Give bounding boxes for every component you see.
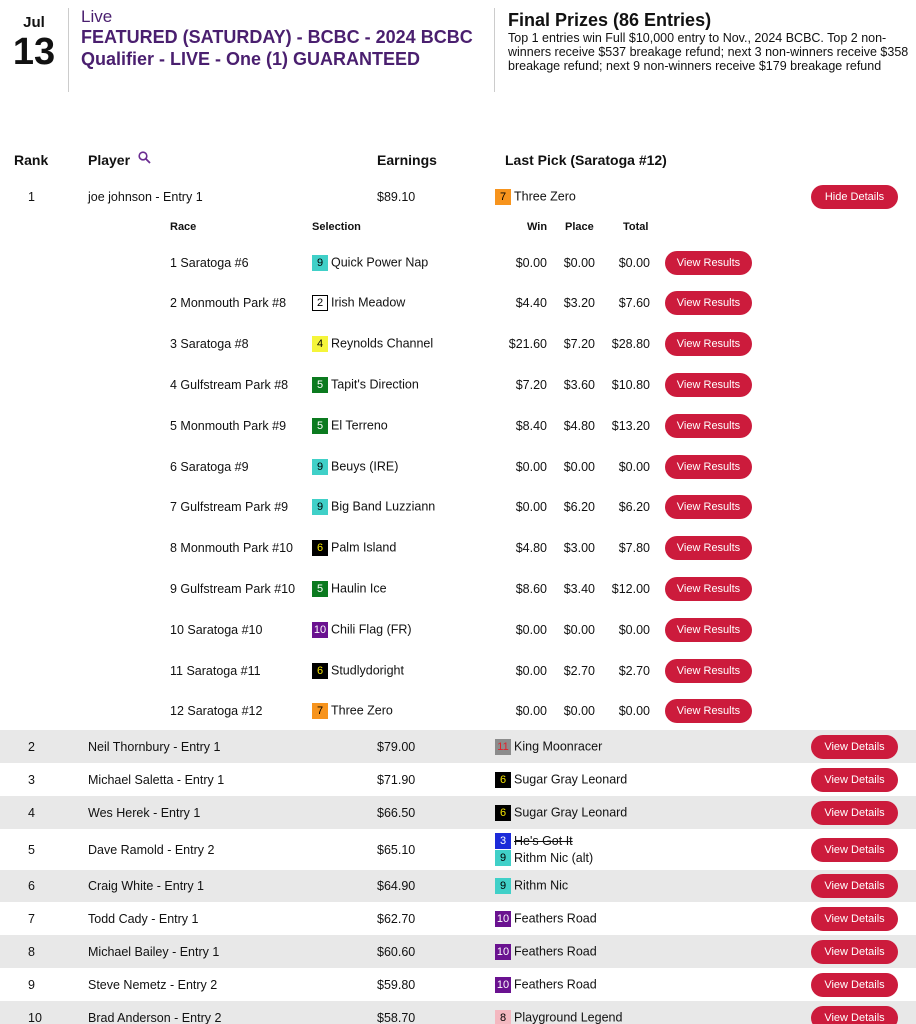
race-row [0, 242, 916, 283]
place-amount: $2.70 [563, 663, 595, 678]
leaderboard-row[interactable] [0, 968, 916, 1001]
player-name: Todd Cady - Entry 1 [88, 911, 199, 926]
horse-name: Irish Meadow [331, 295, 406, 310]
rank: 10 [28, 1010, 42, 1024]
player-name: Michael Bailey - Entry 1 [88, 944, 220, 959]
column-header-earnings: Earnings [377, 152, 437, 168]
selection [312, 540, 396, 556]
tournament-name: FEATURED (SATURDAY) - BCBC - 2024 BCBC Qualifier - LIVE - One (1) GUARANTEED [81, 27, 473, 69]
player-name: Dave Ramold - Entry 2 [88, 842, 215, 857]
leaderboard-row[interactable] [0, 730, 916, 763]
view-results-button[interactable]: View Results [665, 251, 752, 275]
selection [312, 499, 435, 515]
race-name: 7 Gulfstream Park #9 [170, 500, 289, 515]
last-pick [495, 1010, 622, 1024]
selection [312, 295, 405, 311]
column-header-player [88, 152, 151, 168]
selection [312, 459, 398, 475]
horse-name: Chili Flag (FR) [331, 621, 412, 636]
race-row [0, 283, 916, 324]
race-row [0, 446, 916, 487]
horse-name: Sugar Gray Leonard [514, 804, 628, 819]
race-row [0, 405, 916, 446]
race-row [0, 528, 916, 569]
total-amount: $0.00 [618, 704, 650, 719]
race-row [0, 364, 916, 405]
page-header [0, 0, 916, 110]
details-header-selection: Selection [312, 221, 361, 233]
total-amount: $28.80 [611, 337, 650, 352]
leaderboard-row[interactable] [0, 902, 916, 935]
total-amount: $7.60 [618, 296, 650, 311]
last-pick [495, 911, 597, 927]
leaderboard-row[interactable] [0, 935, 916, 968]
selection [312, 622, 412, 638]
place-amount: $3.40 [563, 581, 595, 596]
pick-line [495, 944, 597, 960]
view-details-button[interactable]: View Details [811, 768, 898, 792]
place-amount: $6.20 [563, 500, 595, 515]
last-pick [495, 739, 602, 755]
total-amount: $0.00 [618, 255, 650, 270]
earnings: $62.70 [377, 911, 416, 926]
horse-name: Haulin Ice [331, 581, 387, 596]
post-position-badge: 2 [312, 295, 328, 311]
total-amount: $0.00 [618, 459, 650, 474]
view-results-button[interactable]: View Results [665, 659, 752, 683]
race-row [0, 324, 916, 365]
view-details-button[interactable]: View Details [811, 907, 898, 931]
post-position-badge: 6 [495, 805, 511, 821]
place-amount: $0.00 [563, 622, 595, 637]
column-header-rank: Rank [14, 152, 49, 168]
last-pick [495, 189, 576, 205]
column-header-player-label: Player [88, 152, 131, 168]
view-details-button[interactable]: View Details [811, 801, 898, 825]
win-amount: $0.00 [515, 500, 547, 515]
post-position-badge: 9 [495, 878, 511, 894]
horse-name: King Moonracer [514, 738, 603, 753]
player-name: Steve Nemetz - Entry 2 [88, 977, 218, 992]
player-name: Neil Thornbury - Entry 1 [88, 739, 221, 754]
selection [312, 336, 433, 352]
leaderboard-row[interactable] [0, 763, 916, 796]
prizes-title: Final Prizes (86 Entries) [508, 10, 712, 30]
details-header [0, 216, 916, 238]
win-amount: $7.20 [515, 377, 547, 392]
post-position-badge: 7 [495, 189, 511, 205]
leaderboard-row[interactable] [0, 870, 916, 902]
selection [312, 703, 393, 719]
horse-name: Studlydoright [331, 662, 404, 677]
post-position-badge: 8 [495, 1010, 511, 1024]
win-amount: $0.00 [515, 622, 547, 637]
leaderboard-row[interactable] [0, 829, 916, 870]
pick-line [495, 878, 568, 894]
total-amount: $6.20 [618, 500, 650, 515]
view-details-button[interactable]: View Details [811, 1006, 898, 1024]
race-name: 4 Gulfstream Park #8 [170, 377, 289, 392]
selection [312, 581, 387, 597]
horse-name: Feathers Road [514, 943, 597, 958]
view-details-button[interactable]: View Details [811, 874, 898, 898]
horse-name: Big Band Luzziann [331, 499, 436, 514]
race-row [0, 609, 916, 650]
leaderboard-row[interactable] [0, 1001, 916, 1024]
pick-line [495, 977, 597, 993]
total-amount: $2.70 [618, 663, 650, 678]
earnings: $59.80 [377, 977, 416, 992]
race-name: 6 Saratoga #9 [170, 459, 249, 474]
pick-line [495, 805, 627, 821]
horse-name: Feathers Road [514, 910, 597, 925]
win-amount: $0.00 [515, 255, 547, 270]
post-position-badge: 3 [495, 833, 511, 849]
rank: 6 [28, 879, 35, 893]
view-results-button[interactable]: View Results [665, 373, 752, 397]
race-name: 9 Gulfstream Park #10 [170, 581, 296, 596]
tournament-title [81, 7, 481, 70]
horse-name: Tapit's Direction [331, 377, 419, 392]
date-day: 13 [12, 31, 56, 73]
place-amount: $7.20 [563, 337, 595, 352]
rank: 5 [28, 842, 35, 857]
last-pick [495, 977, 597, 993]
horse-name: Beuys (IRE) [331, 458, 399, 473]
race-name: 2 Monmouth Park #8 [170, 296, 287, 311]
post-position-badge: 5 [312, 418, 328, 434]
tournament-status: Live [81, 7, 113, 26]
player-name: Brad Anderson - Entry 2 [88, 1010, 222, 1024]
post-position-badge: 11 [495, 739, 511, 755]
selection [312, 418, 388, 434]
earnings: $58.70 [377, 1010, 416, 1024]
race-row [0, 487, 916, 528]
post-position-badge: 7 [312, 703, 328, 719]
player-name: Craig White - Entry 1 [88, 879, 205, 893]
horse-name: Feathers Road [514, 976, 597, 991]
place-amount: $0.00 [563, 704, 595, 719]
pick-line [495, 772, 627, 788]
alternate-pick-line [495, 850, 593, 867]
last-pick [495, 772, 627, 788]
last-pick [495, 944, 597, 960]
win-amount: $8.40 [515, 418, 547, 433]
post-position-badge: 5 [312, 581, 328, 597]
view-results-button[interactable]: View Results [665, 414, 752, 438]
details-header-place: Place [565, 221, 594, 233]
post-position-badge: 9 [495, 850, 511, 866]
horse-name: Three Zero [331, 703, 393, 718]
rank: 9 [28, 977, 35, 992]
view-details-button[interactable]: View Details [811, 973, 898, 997]
horse-name: Reynolds Channel [331, 336, 434, 351]
scratched-horse-name: He's Got It [514, 833, 573, 848]
view-results-button[interactable]: View Results [665, 495, 752, 519]
race-name: 8 Monmouth Park #10 [170, 541, 293, 556]
win-amount: $21.60 [508, 337, 547, 352]
column-header-last-pick: Last Pick (Saratoga #12) [505, 152, 667, 168]
selection [312, 663, 404, 679]
post-position-badge: 6 [312, 540, 328, 556]
last-pick [495, 805, 627, 821]
race-name: 12 Saratoga #12 [170, 704, 263, 719]
view-details-button[interactable]: View Details [811, 838, 898, 862]
divider [68, 8, 69, 92]
details-header-race: Race [170, 221, 197, 233]
leaderboard-row[interactable] [0, 796, 916, 829]
race-name: 1 Saratoga #6 [170, 255, 249, 270]
view-results-button[interactable]: View Results [665, 332, 752, 356]
place-amount: $3.60 [563, 377, 595, 392]
race-row [0, 650, 916, 691]
hide-details-button[interactable]: Hide Details [811, 185, 898, 209]
earnings: $66.50 [377, 805, 416, 820]
earnings: $89.10 [377, 190, 416, 204]
pick-line [495, 833, 593, 850]
player-name: joe johnson - Entry 1 [88, 190, 203, 204]
post-position-badge: 5 [312, 377, 328, 393]
race-row [0, 691, 916, 732]
view-results-button[interactable]: View Results [665, 536, 752, 560]
horse-name: Quick Power Nap [331, 254, 429, 269]
selection [312, 377, 419, 393]
rank: 1 [28, 190, 35, 204]
details-header-total: Total [623, 221, 649, 233]
rank: 8 [28, 944, 35, 959]
place-amount: $4.80 [563, 418, 595, 433]
rank: 4 [28, 805, 35, 820]
selection [312, 255, 428, 271]
leaderboard-row[interactable] [0, 182, 916, 212]
rank: 7 [28, 911, 35, 926]
view-results-button[interactable]: View Results [665, 618, 752, 642]
last-pick [495, 878, 568, 894]
player-name: Wes Herek - Entry 1 [88, 805, 201, 820]
alternate-horse-name: Rithm Nic (alt) [514, 850, 594, 865]
horse-name: Rithm Nic [514, 878, 569, 893]
divider [494, 8, 495, 92]
view-details-button[interactable]: View Details [811, 735, 898, 759]
horse-name: Three Zero [514, 189, 576, 204]
prizes-panel [508, 10, 912, 73]
view-details-button[interactable]: View Details [811, 940, 898, 964]
earnings: $79.00 [377, 739, 416, 754]
post-position-badge: 10 [496, 945, 510, 958]
race-name: 3 Saratoga #8 [170, 337, 249, 352]
post-position-badge: 9 [312, 499, 328, 515]
pick-line [495, 911, 597, 927]
last-pick [495, 833, 593, 867]
post-position-badge: 4 [312, 336, 328, 352]
date-month: Jul [23, 14, 45, 31]
earnings: $71.90 [377, 772, 416, 787]
total-amount: $12.00 [611, 581, 650, 596]
total-amount: $0.00 [618, 622, 650, 637]
post-position-badge: 10 [496, 912, 510, 925]
earnings: $65.10 [377, 842, 416, 857]
post-position-badge: 6 [495, 772, 511, 788]
post-position-badge: 10 [496, 978, 510, 991]
horse-name: Sugar Gray Leonard [514, 771, 628, 786]
win-amount: $0.00 [515, 663, 547, 678]
post-position-badge: 9 [312, 255, 328, 271]
view-results-button[interactable]: View Results [665, 291, 752, 315]
prizes-description: Top 1 entries win Full $10,000 entry to Nov., 2024 BCBC. Top 2 non-winners receive $537 breakage refund; next 3 non-winners receive $358 breakage refund; next 9 non-winners receive $179 breakage refund [508, 31, 909, 73]
details-header-win: Win [527, 221, 548, 233]
pick-line [495, 1010, 622, 1024]
rank: 3 [28, 772, 35, 787]
win-amount: $4.80 [515, 541, 547, 556]
post-position-badge: 9 [312, 459, 328, 475]
total-amount: $7.80 [618, 541, 650, 556]
earnings: $64.90 [377, 879, 416, 893]
view-results-button[interactable]: View Results [665, 699, 752, 723]
win-amount: $0.00 [515, 704, 547, 719]
race-name: 11 Saratoga #11 [170, 663, 261, 678]
post-position-badge: 6 [312, 663, 328, 679]
rank: 2 [28, 739, 35, 754]
view-results-button[interactable]: View Results [665, 577, 752, 601]
event-date [10, 14, 58, 71]
total-amount: $10.80 [611, 377, 650, 392]
earnings: $60.60 [377, 944, 416, 959]
place-amount: $3.20 [563, 296, 595, 311]
horse-name: Playground Legend [514, 1009, 623, 1024]
horse-name: El Terreno [331, 417, 388, 432]
place-amount: $0.00 [563, 459, 595, 474]
win-amount: $0.00 [515, 459, 547, 474]
place-amount: $3.00 [563, 541, 595, 556]
view-results-button[interactable]: View Results [665, 455, 752, 479]
race-name: 5 Monmouth Park #9 [170, 418, 287, 433]
pick-line [495, 739, 602, 755]
win-amount: $8.60 [515, 581, 547, 596]
total-amount: $13.20 [611, 418, 650, 433]
place-amount: $0.00 [563, 255, 595, 270]
post-position-badge: 10 [313, 623, 327, 636]
search-icon[interactable] [138, 151, 151, 167]
win-amount: $4.40 [515, 296, 547, 311]
race-name: 10 Saratoga #10 [170, 622, 263, 637]
horse-name: Palm Island [331, 540, 397, 555]
player-name: Michael Saletta - Entry 1 [88, 772, 225, 787]
race-row [0, 568, 916, 609]
